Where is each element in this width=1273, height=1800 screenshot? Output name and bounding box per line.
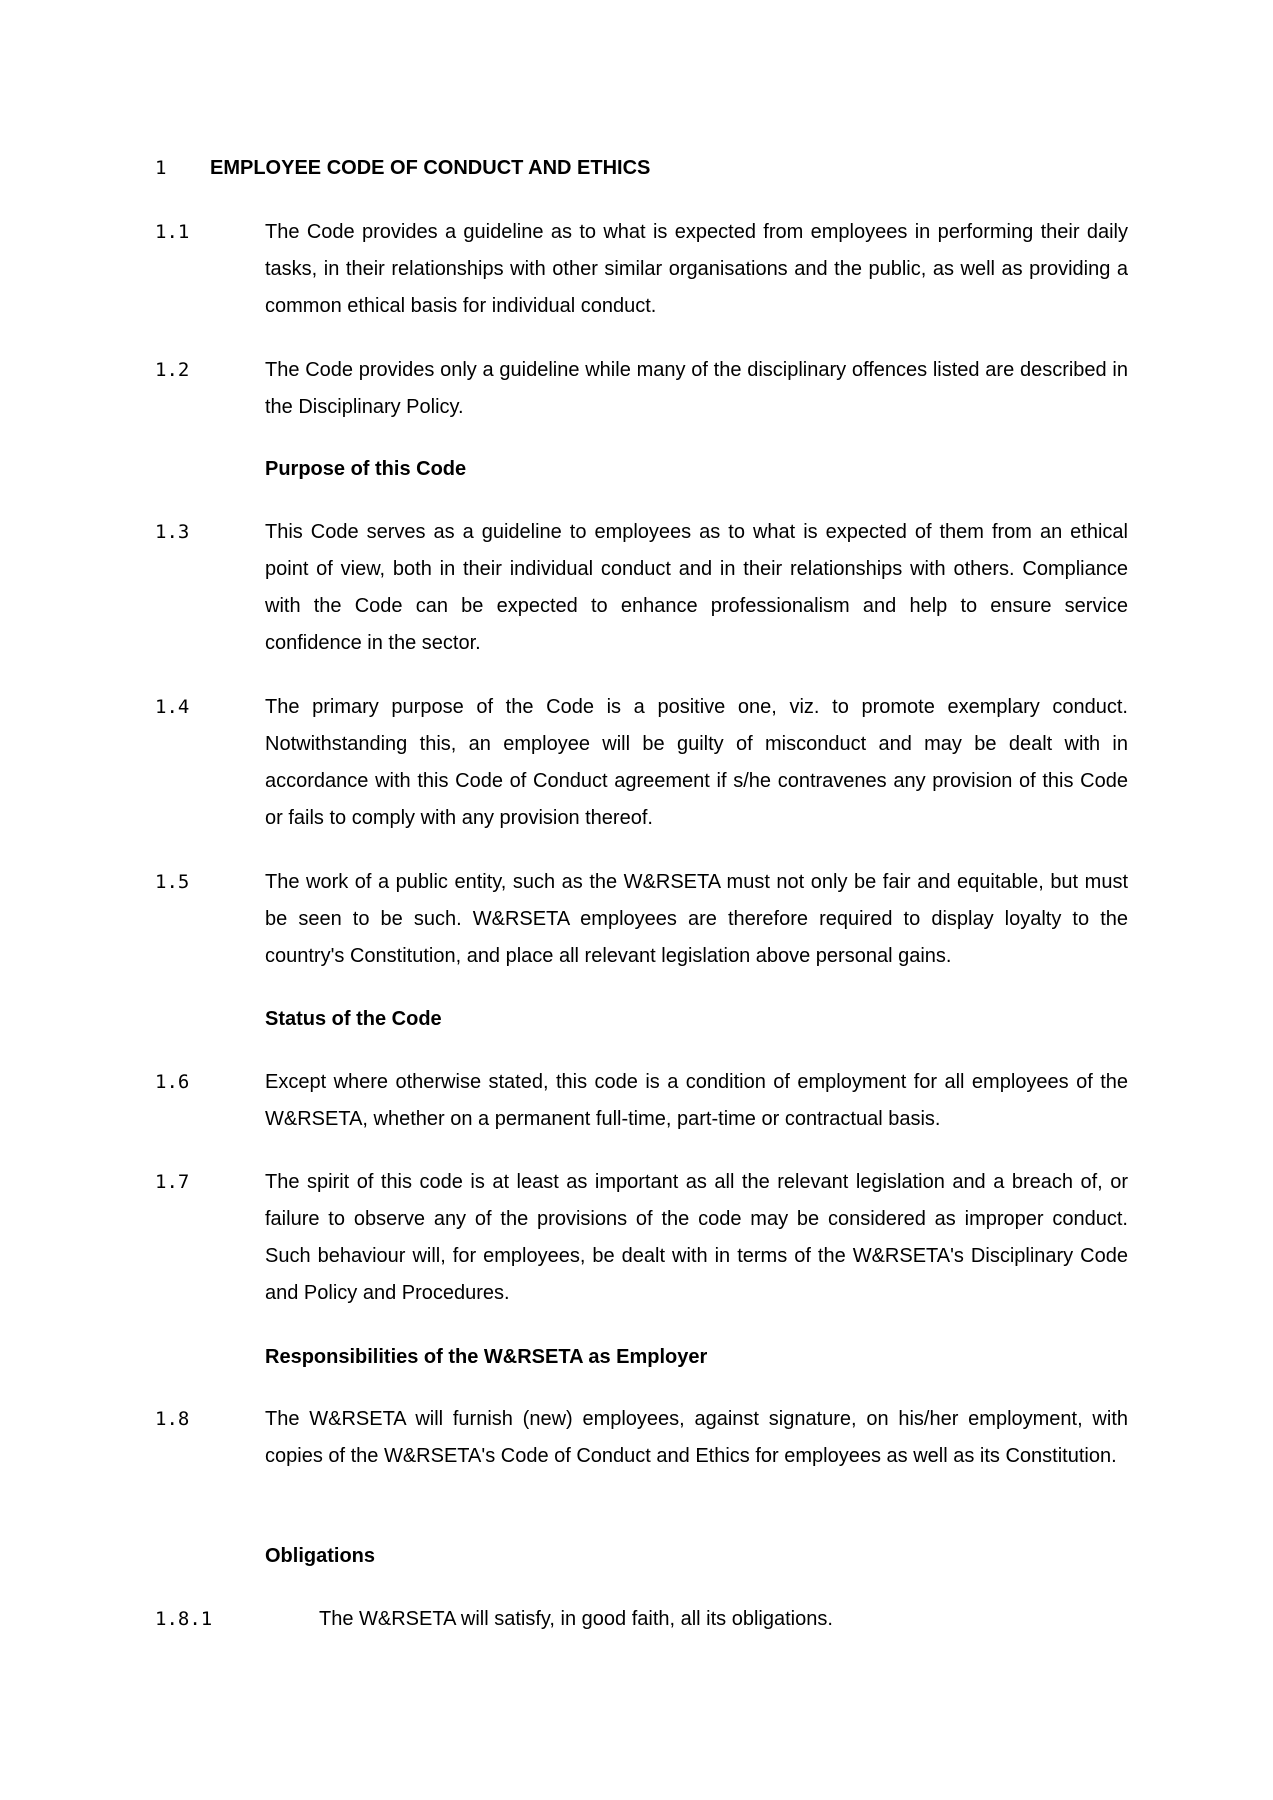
paragraph-number: 1.2 [155,359,190,381]
paragraph-text: This Code serves as a guideline to employees as to what is expected of them from an ethical point of view, both in their individual conduct and in their relationships with others. Compliance with the Code can be expected to enhance professionalism and help to ensure service confidence in the sector. [265,521,1128,654]
paragraph-number: 1.5 [155,871,190,893]
paragraph-number: 1.6 [155,1071,190,1093]
paragraph-text: The W&RSETA will satisfy, in good faith, all its obligations. [319,1608,833,1630]
paragraph-number: 1.4 [155,696,190,718]
paragraph-number: 1.8 [155,1408,190,1430]
paragraph-text: The spirit of this code is at least as important as all the relevant legislation and a breach of, or failure to observe any of the provisions of the code may be considered as improper conduct. Such behaviour will, for employees, be dealt with in terms of the W&RSETA's Disciplinary Code and Policy and Procedures. [265,1171,1128,1304]
paragraph-number: 1.7 [155,1171,190,1193]
paragraph-text: The primary purpose of the Code is a positive one, viz. to promote exemplary conduct. Notwithstanding this, an employee will be guilty of misconduct and may be dealt with in accordance with this Code of Conduct agreement if s/he contravenes any provision of this Code or fails to comply with any provision thereof. [265,696,1128,829]
heading-obligations: Obligations [265,1545,375,1567]
section-title: EMPLOYEE CODE OF CONDUCT AND ETHICS [210,157,651,179]
paragraph-number: 1.8.1 [155,1608,213,1630]
paragraph-number: 1.3 [155,521,190,543]
paragraph-text: The Code provides only a guideline while many of the disciplinary offences listed are described in the Disciplinary Policy. [265,359,1128,418]
section-number: 1 [155,157,167,179]
paragraph-text: Except where otherwise stated, this code is a condition of employment for all employees of the W&RSETA, whether on a permanent full-time, part-time or contractual basis. [265,1071,1128,1130]
heading-purpose: Purpose of this Code [265,458,467,480]
paragraph-number: 1.1 [155,221,190,243]
paragraph-text: The Code provides a guideline as to what is expected from employees in performing their daily tasks, in their relationships with other similar organisations and the public, as well as providing a common ethical basis for individual conduct. [265,221,1128,317]
paragraph-text: The work of a public entity, such as the W&RSETA must not only be fair and equitable, but must be seen to be such. W&RSETA employees are therefore required to display loyalty to the country's Constitution, and place all relevant legislation above personal gains. [265,871,1128,967]
paragraph-text: The W&RSETA will furnish (new) employees, against signature, on his/her employment, with copies of the W&RSETA's Code of Conduct and Ethics for employees as well as its Constitution. [265,1408,1128,1467]
heading-status: Status of the Code [265,1008,442,1030]
heading-responsibilities: Responsibilities of the W&RSETA as Employer [265,1346,708,1368]
